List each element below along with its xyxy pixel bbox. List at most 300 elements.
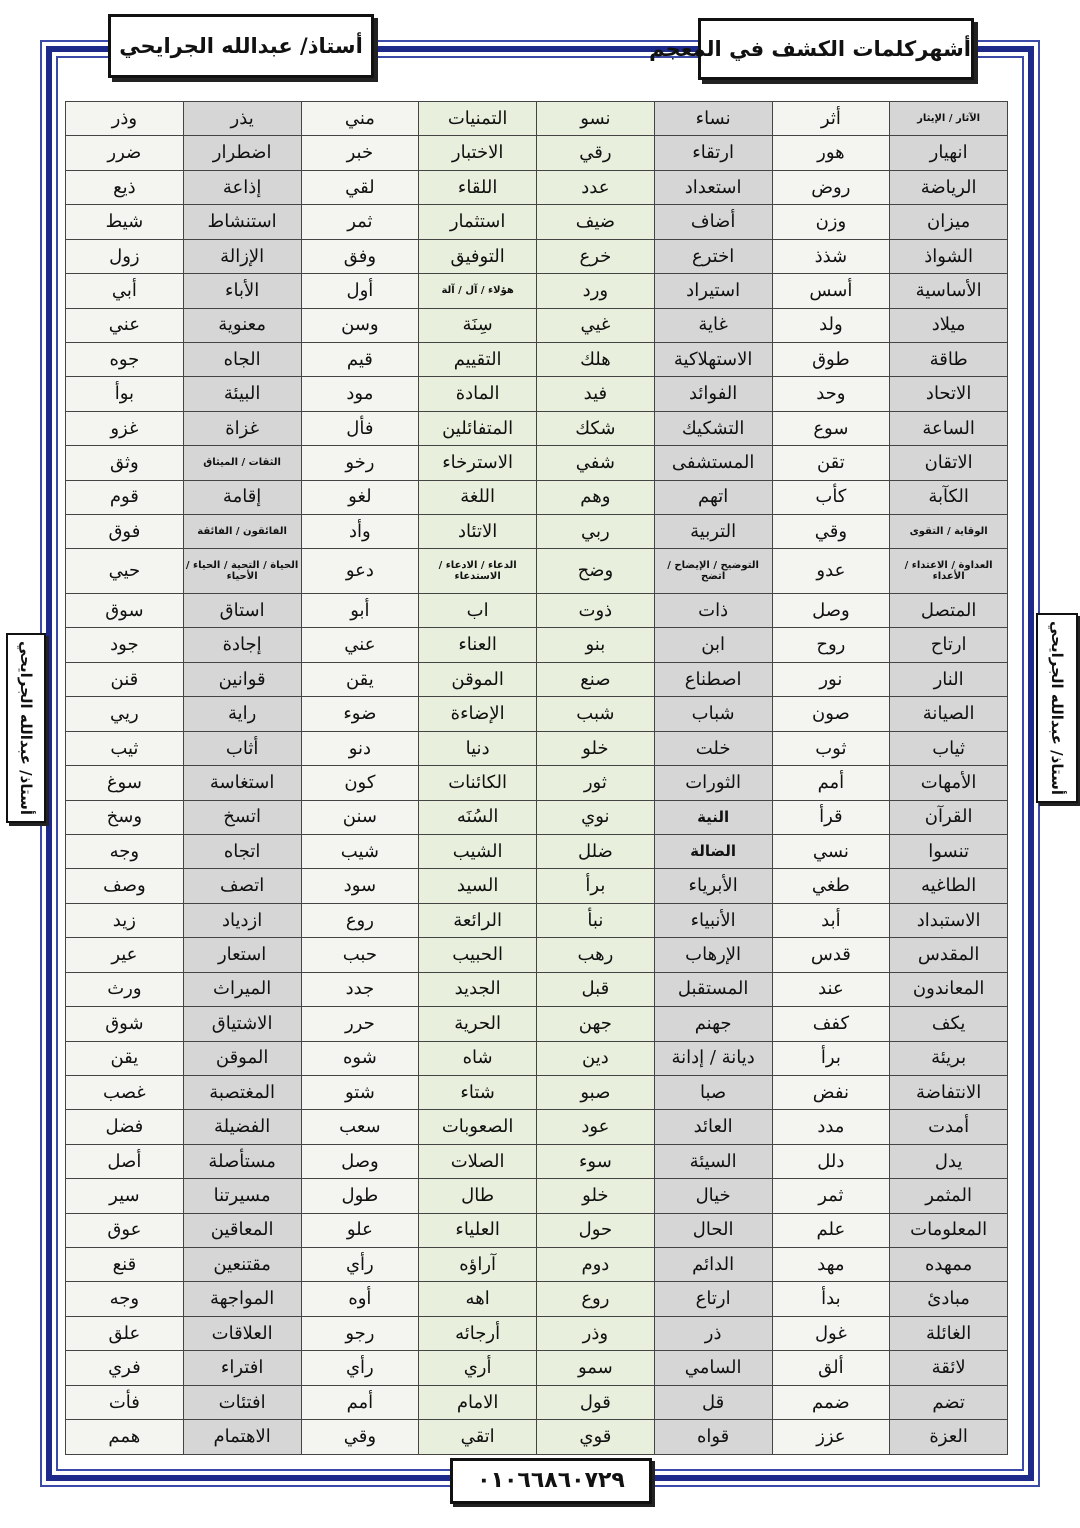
root-cell: شوق [66, 1007, 184, 1041]
root-cell: رجو [301, 1316, 419, 1350]
word-cell: ازدياد [183, 903, 301, 937]
root-cell: صون [772, 697, 890, 731]
table-row [66, 549, 1008, 594]
root-cell: عود [537, 1110, 655, 1144]
word-cell: العزة [890, 1420, 1008, 1455]
word-cell: النار [890, 662, 1008, 696]
table-row [66, 1110, 1008, 1144]
root-cell: سير [66, 1179, 184, 1213]
word-cell: أرجائه [419, 1316, 537, 1350]
word-cell: غزاة [183, 411, 301, 445]
word-cell: نساء [654, 102, 772, 136]
root-cell: ولد [772, 308, 890, 342]
word-cell: العلاقات [183, 1316, 301, 1350]
table-row [66, 1248, 1008, 1282]
root-cell: صنع [537, 662, 655, 696]
word-cell: الأباء [183, 274, 301, 308]
word-cell: المتصل [890, 594, 1008, 628]
word-cell: التقييم [419, 342, 537, 376]
word-cell: اتصف [183, 869, 301, 903]
word-cell: الغائلة [890, 1316, 1008, 1350]
root-cell: أبو [301, 594, 419, 628]
word-cell: الأنبياء [654, 903, 772, 937]
word-cell: الاتقان [890, 446, 1008, 480]
root-cell: قنع [66, 1248, 184, 1282]
table-row [66, 1007, 1008, 1041]
word-cell: التشكيك [654, 411, 772, 445]
root-cell: مود [301, 377, 419, 411]
root-cell: كفف [772, 1007, 890, 1041]
word-cell: إجادة [183, 628, 301, 662]
word-cell: مستأصلة [183, 1144, 301, 1178]
root-cell: عدو [772, 549, 890, 594]
root-cell: شيب [301, 834, 419, 868]
root-cell: أصل [66, 1144, 184, 1178]
table-row [66, 1282, 1008, 1316]
root-cell: خبر [301, 136, 419, 170]
root-cell: مهد [772, 1248, 890, 1282]
word-cell: استثمار [419, 205, 537, 239]
root-cell: غصب [66, 1075, 184, 1109]
root-cell: دين [537, 1041, 655, 1075]
root-cell: شيط [66, 205, 184, 239]
root-cell: وجه [66, 834, 184, 868]
table-row [66, 938, 1008, 972]
root-cell: خلو [537, 1179, 655, 1213]
word-cell: التمنيات [419, 102, 537, 136]
root-cell: مني [301, 102, 419, 136]
word-cell: استغاسة [183, 766, 301, 800]
table-row [66, 869, 1008, 903]
word-cell: الصعوبات [419, 1110, 537, 1144]
table-row [66, 766, 1008, 800]
root-cell: بدأ [772, 1282, 890, 1316]
word-cell: ارتاع [654, 1282, 772, 1316]
word-cell: الفائقون / الفائقة [183, 515, 301, 549]
word-cell: الرياضة [890, 170, 1008, 204]
word-cell: ارتاح [890, 628, 1008, 662]
root-cell: حيي [66, 549, 184, 594]
word-cell: الاتئاد [419, 515, 537, 549]
word-cell: ميلاد [890, 308, 1008, 342]
root-cell: أمم [772, 766, 890, 800]
word-cell: الأبرياء [654, 869, 772, 903]
word-cell: المعاقين [183, 1213, 301, 1247]
root-cell: سود [301, 869, 419, 903]
word-cell: شتاء [419, 1075, 537, 1109]
root-cell: سعب [301, 1110, 419, 1144]
root-cell: جوه [66, 342, 184, 376]
teacher-name: أستاذ/ عبدالله الجرايحي [108, 14, 374, 78]
root-cell: وصف [66, 869, 184, 903]
side-label-right [1036, 613, 1078, 803]
root-cell: شبب [537, 697, 655, 731]
root-cell: بوأ [66, 377, 184, 411]
word-cell: راية [183, 697, 301, 731]
table-row [66, 102, 1008, 136]
word-cell: أري [419, 1351, 537, 1385]
word-cell: الحرية [419, 1007, 537, 1041]
word-cell: افتراء [183, 1351, 301, 1385]
table-row [66, 446, 1008, 480]
root-cell: عزز [772, 1420, 890, 1455]
root-cell: يقن [66, 1041, 184, 1075]
word-cell: الإرهاب [654, 938, 772, 972]
root-cell: برأ [772, 1041, 890, 1075]
root-cell: قول [537, 1385, 655, 1419]
root-cell: طوق [772, 342, 890, 376]
table-row [66, 205, 1008, 239]
table-row [66, 377, 1008, 411]
word-cell: اتسخ [183, 800, 301, 834]
word-cell: الوقاية / التقوى [890, 515, 1008, 549]
root-cell: وصل [772, 594, 890, 628]
table-row [66, 480, 1008, 514]
word-cell: الأمهات [890, 766, 1008, 800]
root-cell: عير [66, 938, 184, 972]
root-cell: تقن [772, 446, 890, 480]
word-cell: يدل [890, 1144, 1008, 1178]
word-cell: المستشفى [654, 446, 772, 480]
root-cell: نفض [772, 1075, 890, 1109]
word-cell: يذر [183, 102, 301, 136]
word-cell: الحبيب [419, 938, 537, 972]
root-cell: رقي [537, 136, 655, 170]
root-cell: أثر [772, 102, 890, 136]
root-cell: وحد [772, 377, 890, 411]
root-cell: وقي [301, 1420, 419, 1455]
root-cell: ثوب [772, 731, 890, 765]
table-row [66, 411, 1008, 445]
root-cell: طول [301, 1179, 419, 1213]
root-cell: قبل [537, 972, 655, 1006]
root-cell: سمو [537, 1351, 655, 1385]
root-cell: علو [301, 1213, 419, 1247]
root-cell: عوق [66, 1213, 184, 1247]
word-cell: قل [654, 1385, 772, 1419]
word-cell: إقامة [183, 480, 301, 514]
root-cell: أبي [66, 274, 184, 308]
word-cell: الثقات / الميثاق [183, 446, 301, 480]
word-cell: اللقاء [419, 170, 537, 204]
root-cell: ألق [772, 1351, 890, 1385]
root-cell: نبأ [537, 903, 655, 937]
root-cell: يقن [301, 662, 419, 696]
word-cell: الاهتمام [183, 1420, 301, 1455]
word-cell: اب [419, 594, 537, 628]
word-cell: ارتقاء [654, 136, 772, 170]
root-cell: غيي [537, 308, 655, 342]
root-cell: أوه [301, 1282, 419, 1316]
word-cell: الآثار / الإيثار [890, 102, 1008, 136]
root-cell: ربي [537, 515, 655, 549]
root-cell: جود [66, 628, 184, 662]
table-row [66, 1075, 1008, 1109]
root-cell: فري [66, 1351, 184, 1385]
root-cell: ورد [537, 274, 655, 308]
root-cell: خلو [537, 731, 655, 765]
word-cell: ديانة / إدانة [654, 1041, 772, 1075]
word-cell: المستقبل [654, 972, 772, 1006]
word-cell: أثاب [183, 731, 301, 765]
word-cell: الحياة / التحية / الحياء / الأحياء [183, 549, 301, 594]
word-cell: المقدس [890, 938, 1008, 972]
table-row [66, 662, 1008, 696]
word-cell: اصطناع [654, 662, 772, 696]
root-cell: قرأ [772, 800, 890, 834]
word-cell: التوفيق [419, 239, 537, 273]
table-row [66, 308, 1008, 342]
word-cell: اضطرار [183, 136, 301, 170]
root-cell: صبو [537, 1075, 655, 1109]
root-cell: فيد [537, 377, 655, 411]
root-cell: سنن [301, 800, 419, 834]
root-cell: أبد [772, 903, 890, 937]
word-cell: العلياء [419, 1213, 537, 1247]
word-cell: الدائم [654, 1248, 772, 1282]
word-cell: الأساسية [890, 274, 1008, 308]
word-cell: اتهم [654, 480, 772, 514]
table-row [66, 697, 1008, 731]
root-cell: شفي [537, 446, 655, 480]
word-cell: هؤلاء / آل / آلة [419, 274, 537, 308]
word-cell: الفوائد [654, 377, 772, 411]
word-root-table [65, 101, 1008, 1455]
word-cell: التوضيح / الإيضاح / اتضح [654, 549, 772, 594]
root-cell: زيد [66, 903, 184, 937]
root-cell: وذر [537, 1316, 655, 1350]
root-cell: بنو [537, 628, 655, 662]
word-cell: الكائنات [419, 766, 537, 800]
word-cell: ميزان [890, 205, 1008, 239]
root-cell: سوق [66, 594, 184, 628]
table-row [66, 1351, 1008, 1385]
word-cell: ذر [654, 1316, 772, 1350]
word-cell: لائقة [890, 1351, 1008, 1385]
word-cell: استعار [183, 938, 301, 972]
table-row [66, 594, 1008, 628]
root-cell: نوي [537, 800, 655, 834]
root-cell: فوق [66, 515, 184, 549]
word-cell: السامي [654, 1351, 772, 1385]
root-cell: حرر [301, 1007, 419, 1041]
word-cell: الجاه [183, 342, 301, 376]
root-cell: عدد [537, 170, 655, 204]
root-cell: غول [772, 1316, 890, 1350]
root-cell: روع [537, 1282, 655, 1316]
root-cell: ثمر [301, 205, 419, 239]
word-cell: الاستهلاكية [654, 342, 772, 376]
root-cell: روع [301, 903, 419, 937]
root-cell: روض [772, 170, 890, 204]
table-row [66, 274, 1008, 308]
root-cell: دلل [772, 1144, 890, 1178]
word-cell: شاه [419, 1041, 537, 1075]
word-cell: خلت [654, 731, 772, 765]
word-cell: استنشاط [183, 205, 301, 239]
root-cell: أول [301, 274, 419, 308]
word-cell: الإزالة [183, 239, 301, 273]
word-cell: تضم [890, 1385, 1008, 1419]
table-row [66, 1420, 1008, 1455]
word-cell: الضالة [654, 834, 772, 868]
root-cell: لغو [301, 480, 419, 514]
word-cell: الصيانة [890, 697, 1008, 731]
table-row [66, 731, 1008, 765]
word-cell: افتئات [183, 1385, 301, 1419]
word-cell: الاتحاد [890, 377, 1008, 411]
root-cell: وزن [772, 205, 890, 239]
root-cell: نسو [537, 102, 655, 136]
word-cell: مقتنعين [183, 1248, 301, 1282]
word-cell: ثياب [890, 731, 1008, 765]
root-cell: رأي [301, 1248, 419, 1282]
root-cell: علق [66, 1316, 184, 1350]
word-cell: المعاندون [890, 972, 1008, 1006]
word-cell: طال [419, 1179, 537, 1213]
root-cell: وصل [301, 1144, 419, 1178]
word-cell: اهه [419, 1282, 537, 1316]
word-cell: الصلات [419, 1144, 537, 1178]
root-cell: جدد [301, 972, 419, 1006]
root-cell: قوم [66, 480, 184, 514]
root-cell: زول [66, 239, 184, 273]
word-cell: بريئة [890, 1041, 1008, 1075]
root-cell: فضل [66, 1110, 184, 1144]
table-row [66, 239, 1008, 273]
table-row [66, 800, 1008, 834]
word-cell: معنوية [183, 308, 301, 342]
word-cell: السيئة [654, 1144, 772, 1178]
table-row [66, 1041, 1008, 1075]
table-row [66, 1316, 1008, 1350]
table-row [66, 1385, 1008, 1419]
table-row [66, 170, 1008, 204]
root-cell: كون [301, 766, 419, 800]
root-cell: رهب [537, 938, 655, 972]
table-row [66, 972, 1008, 1006]
word-cell: طاقة [890, 342, 1008, 376]
root-cell: وجه [66, 1282, 184, 1316]
root-cell: ضرر [66, 136, 184, 170]
root-cell: جهن [537, 1007, 655, 1041]
word-cell: صبا [654, 1075, 772, 1109]
root-cell: سوء [537, 1144, 655, 1178]
word-cell: الشيب [419, 834, 537, 868]
word-cell: انهيار [890, 136, 1008, 170]
root-cell: وسخ [66, 800, 184, 834]
word-cell: تنسوا [890, 834, 1008, 868]
table-row [66, 1213, 1008, 1247]
root-cell: رخو [301, 446, 419, 480]
side-label-left [6, 633, 46, 823]
root-cell: وذر [66, 102, 184, 136]
page-title: أشهركلمات الكشف في المعجم [698, 18, 974, 80]
root-cell: عند [772, 972, 890, 1006]
word-cell: الاستبداد [890, 903, 1008, 937]
root-cell: حبب [301, 938, 419, 972]
root-cell: فأت [66, 1385, 184, 1419]
word-cell: ممهده [890, 1248, 1008, 1282]
root-cell: وسن [301, 308, 419, 342]
word-cell: الميراث [183, 972, 301, 1006]
word-cell: اخترع [654, 239, 772, 273]
root-cell: علم [772, 1213, 890, 1247]
word-cell: المعلومات [890, 1213, 1008, 1247]
root-cell: برأ [537, 869, 655, 903]
root-cell: ضيف [537, 205, 655, 239]
root-cell: وضح [537, 549, 655, 594]
word-cell: الرائعة [419, 903, 537, 937]
root-cell: نسي [772, 834, 890, 868]
root-cell: حول [537, 1213, 655, 1247]
root-cell: ثيب [66, 731, 184, 765]
root-cell: طغي [772, 869, 890, 903]
word-cell: سِنَة [419, 308, 537, 342]
root-cell: ريي [66, 697, 184, 731]
word-cell: النية [654, 800, 772, 834]
word-cell: المتفائلين [419, 411, 537, 445]
word-cell: السيد [419, 869, 537, 903]
root-cell: دعو [301, 549, 419, 594]
word-cell: غاية [654, 308, 772, 342]
root-cell: هور [772, 136, 890, 170]
table-row [66, 834, 1008, 868]
root-cell: وثق [66, 446, 184, 480]
root-cell: دوم [537, 1248, 655, 1282]
word-cell: الكآبة [890, 480, 1008, 514]
word-cell: المواجهة [183, 1282, 301, 1316]
table-row [66, 1179, 1008, 1213]
word-cell: جهنم [654, 1007, 772, 1041]
root-cell: هلك [537, 342, 655, 376]
root-cell: قنن [66, 662, 184, 696]
root-cell: همم [66, 1420, 184, 1455]
word-cell: المادة [419, 377, 537, 411]
word-cell: خيال [654, 1179, 772, 1213]
word-cell: الإضاءة [419, 697, 537, 731]
word-cell: مبادئ [890, 1282, 1008, 1316]
root-cell: وقي [772, 515, 890, 549]
word-cell: البيئة [183, 377, 301, 411]
root-cell: أسس [772, 274, 890, 308]
table-row [66, 515, 1008, 549]
word-cell: قوانين [183, 662, 301, 696]
word-cell: الثورات [654, 766, 772, 800]
word-cell: اللغة [419, 480, 537, 514]
root-cell: روح [772, 628, 890, 662]
root-cell: ذيع [66, 170, 184, 204]
root-cell: سوع [772, 411, 890, 445]
root-cell: مدد [772, 1110, 890, 1144]
word-cell: الاشتياق [183, 1007, 301, 1041]
root-cell: قوي [537, 1420, 655, 1455]
word-cell: ذات [654, 594, 772, 628]
word-cell: ابن [654, 628, 772, 662]
root-cell: وأد [301, 515, 419, 549]
word-cell: الاسترخاء [419, 446, 537, 480]
root-cell: ضلل [537, 834, 655, 868]
root-cell: شوه [301, 1041, 419, 1075]
root-cell: شذذ [772, 239, 890, 273]
word-cell: القرآن [890, 800, 1008, 834]
root-cell: ضوء [301, 697, 419, 731]
word-cell: شباب [654, 697, 772, 731]
word-cell: السُنَه [419, 800, 537, 834]
word-cell: دنيا [419, 731, 537, 765]
word-cell: اتقي [419, 1420, 537, 1455]
word-cell: الساعة [890, 411, 1008, 445]
